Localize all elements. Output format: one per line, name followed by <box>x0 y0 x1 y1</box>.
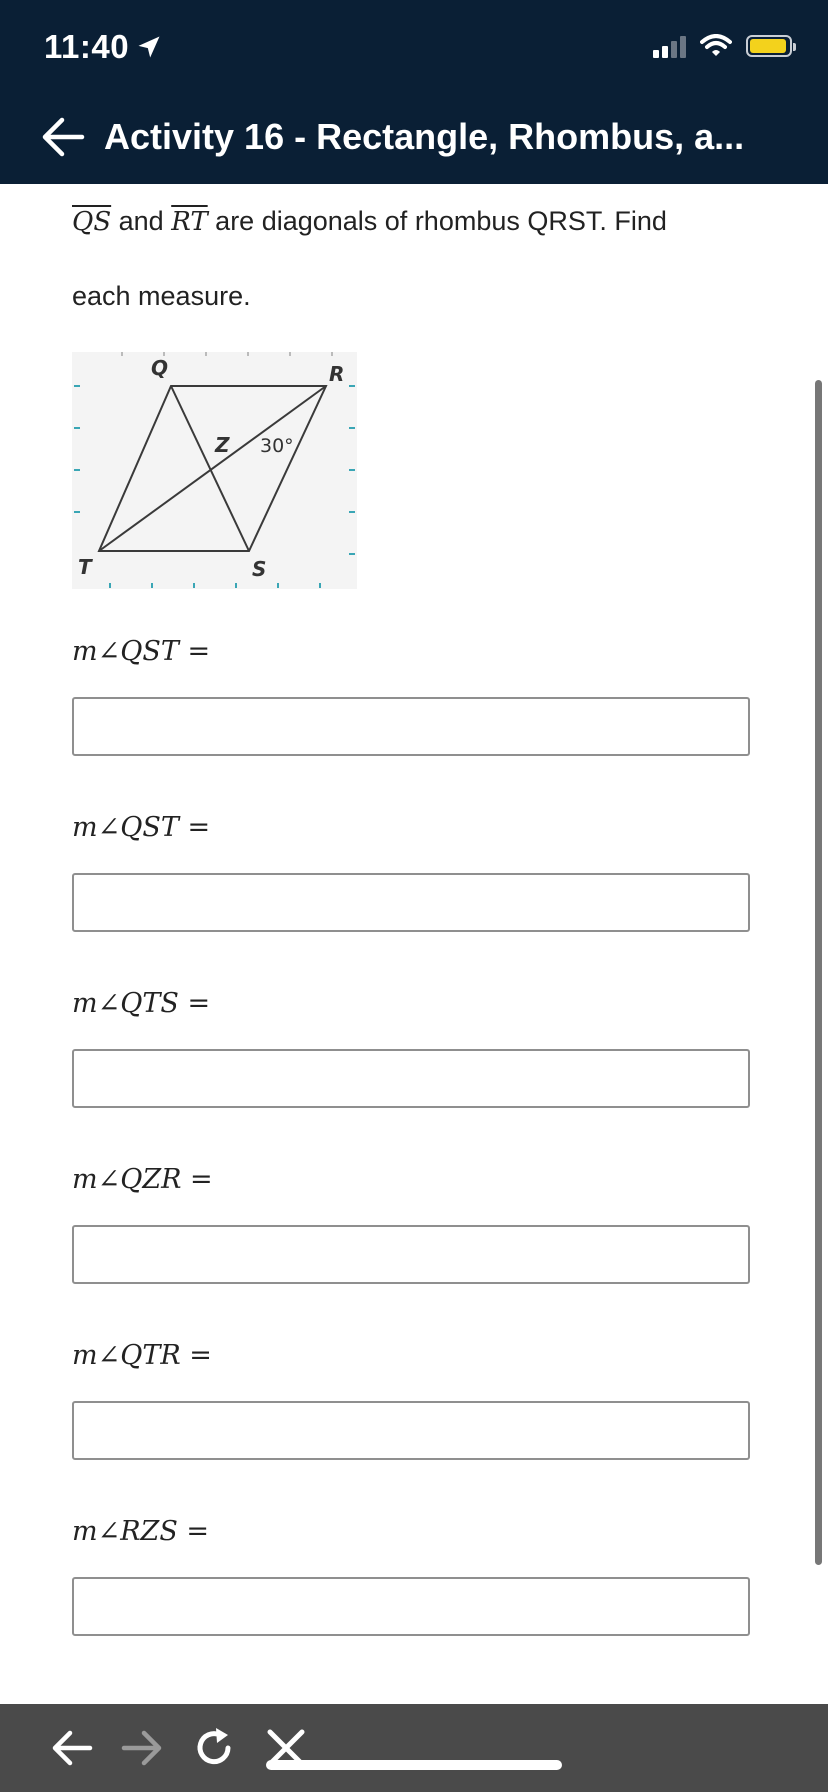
prompt-line-1 <box>72 184 762 259</box>
question-prompt <box>72 184 762 333</box>
status-time <box>44 28 163 66</box>
location-arrow-icon <box>135 33 163 61</box>
question-label-3: m∠QTS = <box>72 988 211 1019</box>
browser-toolbar <box>0 1704 828 1792</box>
vertex-r-label: R <box>329 362 345 386</box>
battery-icon <box>746 35 792 57</box>
prompt-and: and <box>111 206 172 236</box>
nav-forward-icon[interactable] <box>118 1724 166 1772</box>
intersection-z-label: Z <box>215 433 230 457</box>
vertex-q-label: Q <box>151 356 169 380</box>
scrollbar[interactable] <box>815 380 822 1565</box>
answer-input-2[interactable] <box>72 873 750 932</box>
segment-rt: $\overline{RT}$ <box>171 207 208 237</box>
nav-row <box>38 112 798 162</box>
answer-input-5[interactable] <box>72 1401 750 1460</box>
back-arrow-icon[interactable] <box>38 112 88 162</box>
question-label-4: m∠QZR = <box>72 1164 213 1195</box>
signal-icon <box>653 34 686 58</box>
clock-text: 11:40 <box>44 28 130 65</box>
wifi-icon <box>700 34 732 58</box>
diagonal-rt <box>99 386 326 551</box>
rhombus-figure <box>72 352 357 589</box>
rhombus-diagram <box>72 352 357 589</box>
vertex-t-label: T <box>78 555 92 579</box>
vertex-s-label: S <box>252 557 267 581</box>
nav-back-icon[interactable] <box>48 1724 96 1772</box>
question-label-6: m∠RZS = <box>72 1516 210 1547</box>
answer-input-4[interactable] <box>72 1225 750 1284</box>
diagonal-qs <box>171 386 249 551</box>
answer-input-1[interactable] <box>72 697 750 756</box>
question-label-1: m∠QST = <box>72 636 211 667</box>
status-icons <box>653 34 792 58</box>
angle-30-label: 30° <box>260 435 294 457</box>
home-indicator <box>266 1760 562 1770</box>
question-label-5: m∠QTR = <box>72 1340 212 1371</box>
answer-input-6[interactable] <box>72 1577 750 1636</box>
question-label-2: m∠QST = <box>72 812 211 843</box>
prompt-line-2: each measure. <box>72 281 251 311</box>
answer-input-3[interactable] <box>72 1049 750 1108</box>
page-title: Activity 16 - Rectangle, Rhombus, a... <box>104 116 745 157</box>
segment-qs: $\overline{QS}$ <box>72 207 112 237</box>
reload-icon[interactable] <box>190 1724 238 1772</box>
prompt-text-1: are diagonals of rhombus QRST. Find <box>207 206 667 236</box>
top-bar <box>0 0 828 184</box>
